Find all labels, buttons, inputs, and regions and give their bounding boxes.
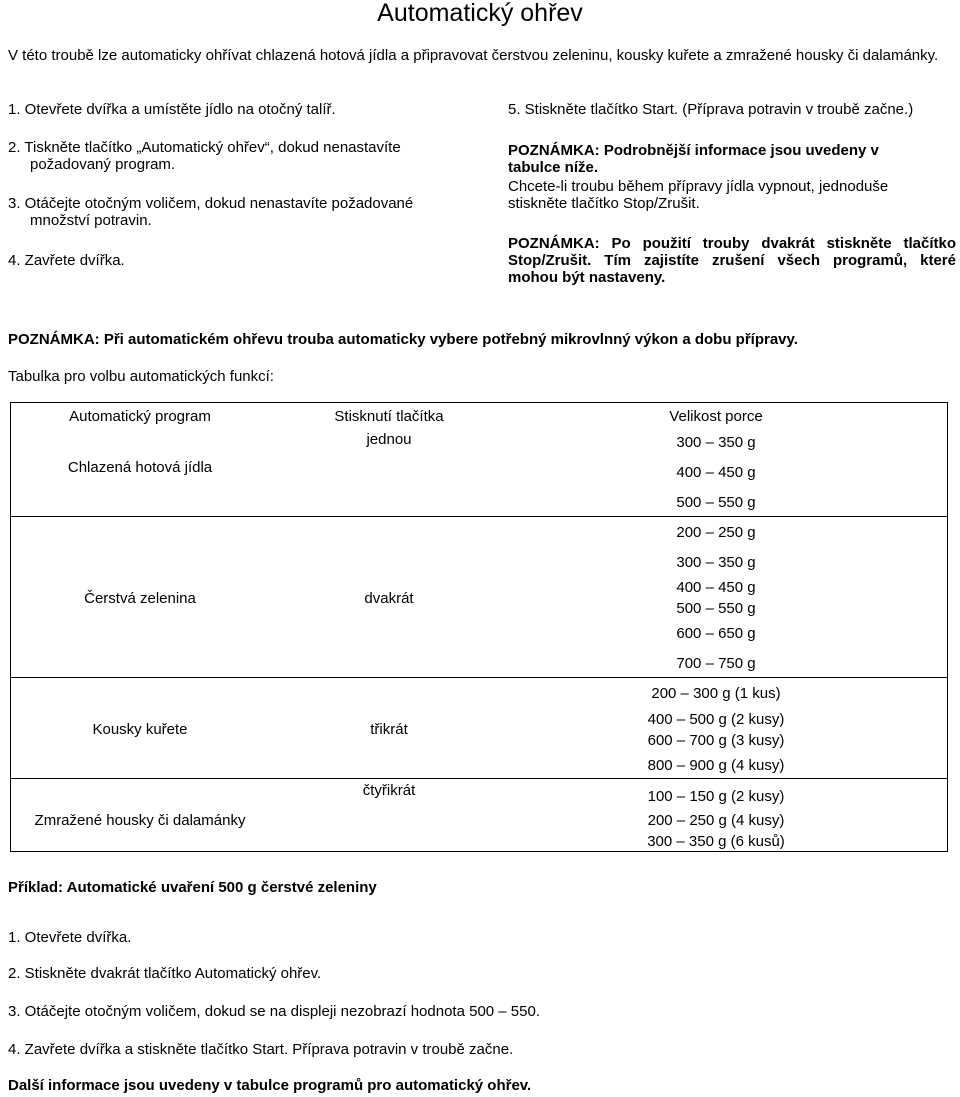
note-automatic-power: POZNÁMKA: Při automatickém ohřevu trouba automaticky vybere potřebný mikrovlnný výkon a dobu přípravy. bbox=[8, 331, 798, 348]
table-divider bbox=[11, 778, 947, 779]
table-divider bbox=[11, 516, 947, 517]
note-cancel: POZNÁMKA: Po použití trouby dvakrát stiskněte tlačítko Stop/Zrušit. Tím zajistíte zrušení všech programů, které mohou být nastaveny. bbox=[508, 235, 956, 286]
table-cell-program: Kousky kuřete bbox=[92, 721, 188, 738]
table-cell-size: 700 – 750 g bbox=[676, 655, 756, 672]
example-step-1: 1. Otevřete dvířka. bbox=[8, 929, 132, 946]
example-title: Příklad: Automatické uvaření 500 g čerstvé zeleniny bbox=[8, 879, 377, 896]
example-step-2: 2. Stiskněte dvakrát tlačítko Automatický ohřev. bbox=[8, 965, 322, 982]
table-caption: Tabulka pro volbu automatických funkcí: bbox=[8, 368, 274, 385]
intro-paragraph: V této troubě lze automaticky ohřívat chlazená hotová jídla a připravovat čerstvou zeleninu, kousky kuřete a zmražené housky či dalamánky. bbox=[8, 47, 939, 64]
footer-note: Další informace jsou uvedeny v tabulce programů pro automatický ohřev. bbox=[8, 1077, 532, 1094]
table-cell-size: 500 – 550 g bbox=[676, 494, 756, 511]
auto-program-table bbox=[10, 402, 948, 852]
table-divider bbox=[11, 677, 947, 678]
step-2: 2. Tiskněte tlačítko „Automatický ohřev“, dokud nenastavíte požadovaný program. bbox=[8, 139, 401, 173]
table-header-size: Velikost porce bbox=[669, 408, 763, 425]
example-step-3: 3. Otáčejte otočným voličem, dokud se na displeji nezobrazí hodnota 500 – 550. bbox=[8, 1003, 540, 1020]
table-cell-size: 200 – 250 g bbox=[676, 524, 756, 541]
table-cell-press: třikrát bbox=[370, 721, 408, 738]
table-cell-size: 400 – 450 g bbox=[676, 579, 756, 596]
example-step-4: 4. Zavřete dvířka a stiskněte tlačítko Start. Příprava potravin v troubě začne. bbox=[8, 1041, 514, 1058]
step-1: 1. Otevřete dvířka a umístěte jídlo na otočný talíř. bbox=[8, 101, 336, 118]
note-stop-info: Chcete-li troubu během přípravy jídla vypnout, jednoduše stiskněte tlačítko Stop/Zrušit. bbox=[508, 178, 889, 212]
table-cell-program: Zmražené housky či dalamánky bbox=[34, 812, 246, 829]
table-cell-size: 800 – 900 g (4 kusy) bbox=[647, 757, 785, 774]
table-cell-size: 400 – 500 g (2 kusy) bbox=[647, 711, 785, 728]
table-cell-press: čtyřikrát bbox=[362, 782, 416, 799]
step-3: 3. Otáčejte otočným voličem, dokud nenastavíte požadované množství potravin. bbox=[8, 195, 414, 229]
note-details: POZNÁMKA: Podrobnější informace jsou uvedeny v tabulce níže. bbox=[508, 142, 879, 176]
table-cell-program: Chlazená hotová jídla bbox=[67, 459, 213, 476]
table-cell-size: 600 – 650 g bbox=[676, 625, 756, 642]
page-title: Automatický ohřev bbox=[377, 0, 583, 27]
table-cell-size: 600 – 700 g (3 kusy) bbox=[647, 732, 785, 749]
table-header-press: Stisknutí tlačítka bbox=[334, 408, 444, 425]
table-header-program: Automatický program bbox=[69, 408, 211, 425]
table-cell-size: 500 – 550 g bbox=[676, 600, 756, 617]
table-cell-size: 200 – 300 g (1 kus) bbox=[651, 685, 781, 702]
table-cell-size: 300 – 350 g (6 kusů) bbox=[647, 833, 785, 850]
table-cell-size: 200 – 250 g (4 kusy) bbox=[647, 812, 785, 829]
table-cell-program: Čerstvá zelenina bbox=[84, 590, 196, 607]
table-cell-size: 400 – 450 g bbox=[676, 464, 756, 481]
step-4: 4. Zavřete dvířka. bbox=[8, 252, 125, 269]
table-cell-size: 100 – 150 g (2 kusy) bbox=[647, 788, 785, 805]
table-cell-size: 300 – 350 g bbox=[676, 434, 756, 451]
table-cell-size: 300 – 350 g bbox=[676, 554, 756, 571]
table-cell-press: dvakrát bbox=[364, 590, 414, 607]
table-cell-press: jednou bbox=[366, 431, 412, 448]
step-5: 5. Stiskněte tlačítko Start. (Příprava potravin v troubě začne.) bbox=[508, 101, 914, 118]
